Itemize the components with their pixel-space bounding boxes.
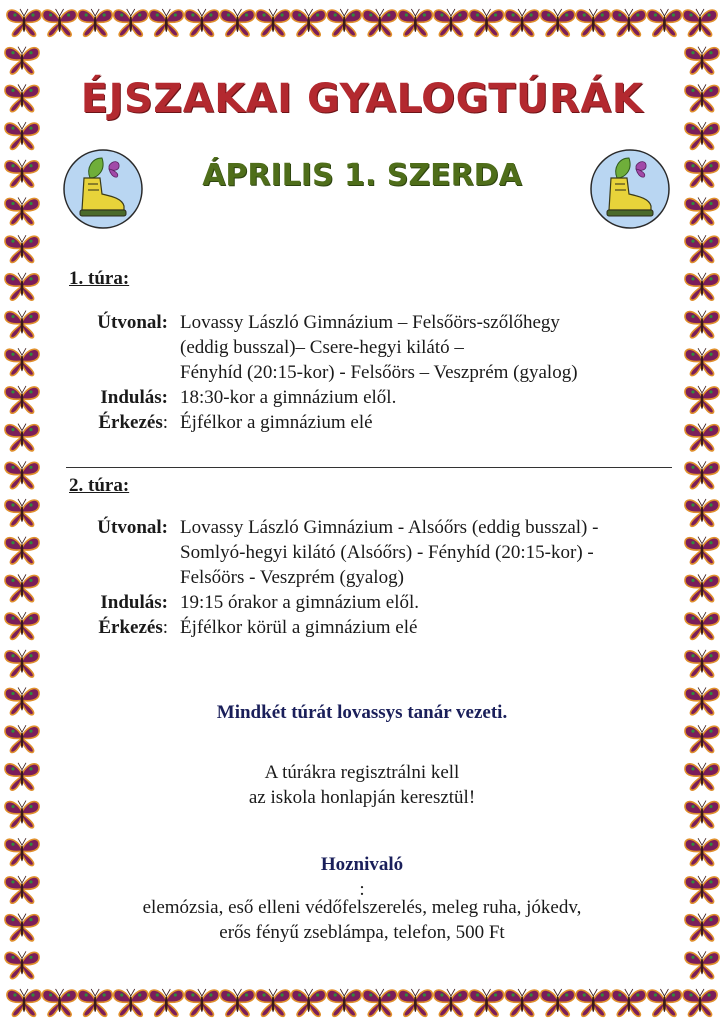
lead-note: Mindkét túrát lovassys tanár vezeti. xyxy=(216,702,508,723)
tour-2-departure xyxy=(72,590,670,615)
carry-line-1: elemózsia, eső elleni védőfelszerelés, meleg ruha, jókedv, xyxy=(142,897,582,918)
tour-1-route-line-3: Fényhíd (20:15-kor) - Felsőörs – Veszprém (gyalog) xyxy=(180,362,578,383)
carry-line-2: erős fényű zseblámpa, telefon, 500 Ft xyxy=(219,922,505,943)
tour-2-route-line-1: Lovassy László Gimnázium - Alsóőrs (eddig busszal) - xyxy=(180,517,599,538)
tour-2-arrival xyxy=(72,615,670,640)
section-divider xyxy=(66,467,672,468)
page-title: ÉJSZAKAI GYALOGTÚRÁK xyxy=(80,76,644,122)
tour-2-route xyxy=(72,515,670,590)
arrival-colon: : xyxy=(162,412,168,433)
tour-1-arrival-value: Éjfélkor a gimnázium elé xyxy=(180,412,373,433)
tour-1-departure xyxy=(72,385,670,410)
tour-1-route-line-2: (eddig busszal)– Csere-hegyi kilátó – xyxy=(180,337,464,358)
tour-1-departure-value: 18:30-kor a gimnázium elől. xyxy=(180,387,397,408)
hiking-boot-icon xyxy=(62,148,144,230)
route-label: Útvonal: xyxy=(97,312,168,333)
carry-label: Hoznivaló xyxy=(320,854,404,875)
route-label: Útvonal: xyxy=(97,517,168,538)
tour-2-route-line-3: Felsőörs - Veszprém (gyalog) xyxy=(180,567,404,588)
carry-list xyxy=(80,895,644,945)
tour-2-arrival-value: Éjfélkor körül a gimnázium elé xyxy=(180,617,418,638)
arrival-colon: : xyxy=(162,617,168,638)
registration-line-1: A túrákra regisztrálni kell xyxy=(264,762,460,783)
registration-note xyxy=(80,760,644,810)
arrival-label: Érkezés xyxy=(98,412,163,433)
departure-label: Indulás: xyxy=(100,592,168,613)
tour-1-route xyxy=(72,310,670,385)
tour-1-heading: 1. túra: xyxy=(69,268,130,289)
tour-2-departure-value: 19:15 órakor a gimnázium elől. xyxy=(180,592,420,613)
hiking-boot-icon xyxy=(589,148,671,230)
departure-label: Indulás: xyxy=(100,387,168,408)
tour-2-heading: 2. túra: xyxy=(69,475,130,496)
tour-1-arrival xyxy=(72,410,670,435)
registration-line-2: az iskola honlapján keresztül! xyxy=(248,787,476,808)
carry-colon: : xyxy=(359,879,365,900)
tour-2-route-line-2: Somlyó-hegyi kilátó (Alsóőrs) - Fényhíd (20:15-kor) - xyxy=(180,542,594,563)
arrival-label: Érkezés xyxy=(98,617,163,638)
event-date: ÁPRILIS 1. SZERDA xyxy=(202,158,522,193)
tour-1-route-line-1: Lovassy László Gimnázium – Felsőörs-szőlőhegy xyxy=(180,312,560,333)
